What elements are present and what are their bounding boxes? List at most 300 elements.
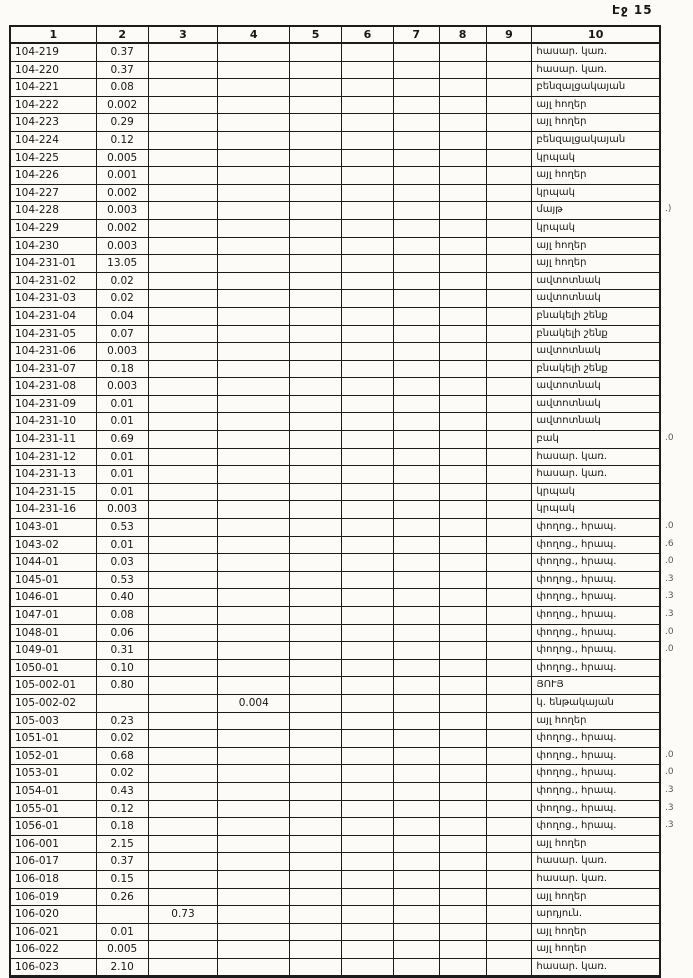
cell-value: [342, 62, 394, 80]
cell-value: [394, 730, 440, 748]
cell-value: [487, 44, 533, 62]
cell-value: [394, 906, 440, 924]
cell-value: [394, 255, 440, 273]
cell-value: [394, 660, 440, 678]
margin-mark: .3: [665, 784, 674, 795]
cell-code: 1048-01: [11, 625, 97, 643]
cell-value: 0.03: [97, 554, 149, 572]
cell-value: [218, 361, 290, 379]
cell-value: [218, 202, 290, 220]
cell-value: [290, 97, 342, 115]
cell-value: [290, 167, 342, 185]
cell-value: [342, 906, 394, 924]
cell-value: [394, 572, 440, 590]
cell-value: [290, 537, 342, 555]
cell-value: [394, 677, 440, 695]
cell-designation: ՅՈՒՅ: [532, 677, 659, 695]
cell-value: [218, 625, 290, 643]
cell-code: 104-224: [11, 132, 97, 150]
cell-value: [218, 941, 290, 959]
margin-mark: .0: [665, 521, 674, 532]
cell-value: [440, 836, 487, 854]
cell-value: [149, 484, 219, 502]
cell-value: [440, 44, 487, 62]
cell-code: 104-231-02: [11, 273, 97, 291]
cell-value: [440, 378, 487, 396]
cell-value: 13.05: [97, 255, 149, 273]
cell-value: [487, 906, 533, 924]
cell-value: 0.37: [97, 853, 149, 871]
cell-value: [487, 765, 533, 783]
cell-value: [290, 836, 342, 854]
cell-value: [97, 695, 149, 713]
cell-designation: բենզալցակայան: [532, 132, 659, 150]
cell-code: 104-231-15: [11, 484, 97, 502]
table-row: [11, 202, 672, 220]
cell-value: [149, 290, 219, 308]
table-row: [11, 748, 674, 766]
cell-value: [394, 449, 440, 467]
cell-value: [487, 818, 533, 836]
cell-value: [487, 677, 533, 695]
cell-value: [342, 836, 394, 854]
cell-value: [440, 255, 487, 273]
cell-value: 0.02: [97, 730, 149, 748]
cell-value: [487, 783, 533, 801]
table-row: [11, 238, 659, 256]
cell-value: [440, 818, 487, 836]
cell-value: [149, 959, 219, 977]
cell-value: [440, 185, 487, 203]
cell-code: 104-220: [11, 62, 97, 80]
cell-value: 0.12: [97, 132, 149, 150]
cell-value: [218, 449, 290, 467]
cell-value: [440, 413, 487, 431]
cell-designation: փողոց., հրապ.: [532, 660, 659, 678]
cell-value: [342, 501, 394, 519]
cell-value: [149, 677, 219, 695]
cell-value: [394, 413, 440, 431]
margin-mark: .3: [665, 591, 674, 602]
cell-value: [440, 554, 487, 572]
cell-value: [342, 396, 394, 414]
cell-value: [218, 484, 290, 502]
cell-value: [342, 924, 394, 942]
cell-value: [342, 607, 394, 625]
cell-value: [218, 677, 290, 695]
cell-value: [440, 150, 487, 168]
cell-value: 0.18: [97, 818, 149, 836]
cell-value: [440, 853, 487, 871]
cell-value: [440, 730, 487, 748]
margin-mark: .0: [665, 644, 674, 655]
column-header: 10: [532, 27, 659, 44]
cell-value: [487, 695, 533, 713]
table-row: [11, 343, 659, 361]
cell-value: [487, 62, 533, 80]
cell-value: [290, 132, 342, 150]
cell-value: [218, 572, 290, 590]
cell-value: [218, 889, 290, 907]
cell-value: [290, 959, 342, 977]
cell-value: [342, 889, 394, 907]
cell-value: [290, 396, 342, 414]
cell-designation: այլ հողեր: [532, 924, 659, 942]
cell-value: 0.003: [97, 202, 149, 220]
table-row: [11, 290, 659, 308]
cell-value: [342, 255, 394, 273]
cell-value: 0.001: [97, 167, 149, 185]
cell-value: [149, 748, 219, 766]
cell-value: [440, 220, 487, 238]
cell-value: 0.69: [97, 431, 149, 449]
table-header-row: [11, 27, 659, 44]
cell-value: [149, 607, 219, 625]
table-row: [11, 924, 659, 942]
cell-value: [440, 889, 487, 907]
cell-value: 0.53: [97, 519, 149, 537]
cell-value: [290, 308, 342, 326]
cell-value: [218, 537, 290, 555]
cell-value: [342, 308, 394, 326]
cell-value: [440, 79, 487, 97]
cell-value: [394, 801, 440, 819]
cell-code: 104-231-12: [11, 449, 97, 467]
cell-value: [487, 572, 533, 590]
cell-value: [149, 537, 219, 555]
cell-value: 0.04: [97, 308, 149, 326]
cell-value: [440, 783, 487, 801]
cell-value: [342, 44, 394, 62]
cell-value: [218, 431, 290, 449]
cell-designation: փողոց., հրապ.: [532, 572, 659, 590]
cell-value: [342, 625, 394, 643]
table-row: [11, 519, 674, 537]
cell-value: [290, 290, 342, 308]
cell-value: [394, 44, 440, 62]
cell-value: [149, 572, 219, 590]
cell-value: [487, 853, 533, 871]
cell-value: 0.01: [97, 537, 149, 555]
cell-value: 0.002: [97, 97, 149, 115]
cell-code: 106-023: [11, 959, 97, 977]
cell-value: [440, 396, 487, 414]
cell-value: [394, 941, 440, 959]
cell-value: [149, 589, 219, 607]
cell-value: [290, 625, 342, 643]
cell-value: [487, 871, 533, 889]
cell-value: [394, 748, 440, 766]
cell-value: [218, 413, 290, 431]
cell-code: 1046-01: [11, 589, 97, 607]
cell-code: 1055-01: [11, 801, 97, 819]
cell-designation: փողոց., հրապ.: [532, 748, 659, 766]
table-row: [11, 554, 674, 572]
cell-value: 0.73: [149, 906, 219, 924]
cell-value: [440, 326, 487, 344]
cell-value: [342, 413, 394, 431]
cell-code: 104-231-07: [11, 361, 97, 379]
cell-designation: այլ հողեր: [532, 836, 659, 854]
cell-value: 0.31: [97, 642, 149, 660]
column-header: 7: [394, 27, 440, 44]
cell-designation: բնակելի շենք: [532, 308, 659, 326]
cell-value: [149, 343, 219, 361]
cell-value: [440, 642, 487, 660]
cell-designation: այլ հողեր: [532, 255, 659, 273]
cell-value: [290, 150, 342, 168]
cell-value: [487, 238, 533, 256]
cell-value: [342, 748, 394, 766]
cell-value: [290, 431, 342, 449]
cell-code: 106-019: [11, 889, 97, 907]
cell-value: [218, 79, 290, 97]
cell-value: [149, 396, 219, 414]
cell-value: [149, 818, 219, 836]
cell-value: [487, 449, 533, 467]
table-row: [11, 889, 659, 907]
cell-value: [149, 238, 219, 256]
cell-value: [149, 660, 219, 678]
cell-value: [218, 378, 290, 396]
table-row: [11, 378, 659, 396]
cell-code: 106-021: [11, 924, 97, 942]
column-header: 9: [487, 27, 533, 44]
cell-value: [290, 202, 342, 220]
margin-mark: .3: [665, 573, 674, 584]
cell-code: 104-229: [11, 220, 97, 238]
cell-value: [218, 44, 290, 62]
cell-value: [149, 220, 219, 238]
cell-value: [440, 941, 487, 959]
cell-code: 104-226: [11, 167, 97, 185]
cell-code: 1052-01: [11, 748, 97, 766]
cell-value: [487, 361, 533, 379]
cell-value: [394, 642, 440, 660]
cell-value: [149, 132, 219, 150]
cell-value: [394, 326, 440, 344]
cell-value: [342, 97, 394, 115]
cell-value: [290, 326, 342, 344]
cell-value: 0.18: [97, 361, 149, 379]
cell-value: [290, 44, 342, 62]
cell-value: [290, 765, 342, 783]
records-table: [9, 25, 674, 978]
cell-value: [394, 607, 440, 625]
cell-value: [218, 132, 290, 150]
table-row: [11, 185, 659, 203]
cell-value: [394, 79, 440, 97]
cell-value: [440, 501, 487, 519]
cell-designation: մայթ: [532, 202, 659, 220]
cell-value: [218, 554, 290, 572]
cell-value: [149, 185, 219, 203]
cell-value: [342, 238, 394, 256]
cell-value: 0.37: [97, 44, 149, 62]
cell-value: [290, 255, 342, 273]
cell-value: [149, 378, 219, 396]
cell-value: [342, 853, 394, 871]
cell-value: 0.12: [97, 801, 149, 819]
cell-value: [394, 220, 440, 238]
table-row: [11, 220, 659, 238]
cell-value: [149, 695, 219, 713]
cell-value: [149, 836, 219, 854]
cell-value: [487, 308, 533, 326]
cell-value: [342, 361, 394, 379]
cell-value: [149, 62, 219, 80]
cell-value: 0.29: [97, 114, 149, 132]
cell-value: [440, 801, 487, 819]
cell-value: [394, 589, 440, 607]
cell-value: [487, 114, 533, 132]
cell-designation: հասար. կառ.: [532, 449, 659, 467]
cell-value: [394, 713, 440, 731]
cell-value: [440, 677, 487, 695]
table-row: [11, 413, 659, 431]
cell-value: [394, 853, 440, 871]
cell-value: [394, 132, 440, 150]
cell-value: 0.01: [97, 466, 149, 484]
cell-value: [394, 537, 440, 555]
cell-code: 104-231-03: [11, 290, 97, 308]
cell-value: 0.06: [97, 625, 149, 643]
cell-value: 0.07: [97, 326, 149, 344]
cell-value: [290, 871, 342, 889]
cell-value: [440, 466, 487, 484]
cell-designation: փողոց., հրապ.: [532, 783, 659, 801]
cell-value: 0.003: [97, 238, 149, 256]
table-row: [11, 431, 674, 449]
cell-value: [342, 713, 394, 731]
table-row: [11, 150, 659, 168]
table-row: [11, 906, 659, 924]
cell-value: [394, 783, 440, 801]
cell-value: [149, 202, 219, 220]
cell-value: [394, 818, 440, 836]
cell-value: [149, 642, 219, 660]
cell-code: 1047-01: [11, 607, 97, 625]
cell-value: [149, 150, 219, 168]
cell-value: [440, 625, 487, 643]
cell-value: [440, 607, 487, 625]
cell-value: [487, 255, 533, 273]
cell-value: [440, 924, 487, 942]
cell-value: [290, 660, 342, 678]
cell-value: [218, 308, 290, 326]
cell-value: [440, 713, 487, 731]
cell-value: [218, 765, 290, 783]
cell-value: [149, 326, 219, 344]
cell-value: [290, 273, 342, 291]
cell-designation: այլ հողեր: [532, 167, 659, 185]
column-header: 5: [290, 27, 342, 44]
cell-value: [149, 765, 219, 783]
table-row: [11, 501, 659, 519]
cell-value: [218, 730, 290, 748]
cell-value: [342, 941, 394, 959]
cell-value: [394, 554, 440, 572]
cell-designation: բնակելի շենք: [532, 326, 659, 344]
cell-value: 0.40: [97, 589, 149, 607]
cell-value: [487, 396, 533, 414]
cell-value: [149, 889, 219, 907]
cell-code: 104-227: [11, 185, 97, 203]
cell-value: [394, 202, 440, 220]
cell-value: [290, 185, 342, 203]
margin-mark: .3: [665, 802, 674, 813]
cell-value: [440, 765, 487, 783]
cell-designation: հասար. կառ.: [532, 44, 659, 62]
cell-designation: այլ հողեր: [532, 238, 659, 256]
cell-value: [440, 273, 487, 291]
table-row: [11, 273, 659, 291]
cell-value: [487, 79, 533, 97]
cell-value: [440, 132, 487, 150]
cell-value: [218, 273, 290, 291]
cell-value: [342, 484, 394, 502]
cell-code: 104-231-11: [11, 431, 97, 449]
cell-value: [342, 589, 394, 607]
cell-value: [342, 818, 394, 836]
cell-value: [290, 484, 342, 502]
cell-value: [342, 449, 394, 467]
cell-designation: հասար. կառ.: [532, 62, 659, 80]
cell-code: 106-017: [11, 853, 97, 871]
cell-value: [290, 466, 342, 484]
cell-code: 104-221: [11, 79, 97, 97]
cell-designation: բնակելի շենք: [532, 361, 659, 379]
cell-value: [290, 519, 342, 537]
cell-value: [342, 572, 394, 590]
cell-designation: այլ հողեր: [532, 889, 659, 907]
table-row: [11, 79, 659, 97]
cell-value: [290, 554, 342, 572]
cell-value: [290, 378, 342, 396]
cell-value: [149, 413, 219, 431]
cell-value: 0.01: [97, 396, 149, 414]
cell-code: 1044-01: [11, 554, 97, 572]
cell-value: [218, 114, 290, 132]
cell-value: [290, 62, 342, 80]
cell-designation: արդյուն.: [532, 906, 659, 924]
cell-value: [487, 132, 533, 150]
table-row: [11, 114, 659, 132]
cell-value: [218, 97, 290, 115]
cell-code: 105-002-01: [11, 677, 97, 695]
cell-designation: այլ հողեր: [532, 941, 659, 959]
cell-value: 0.003: [97, 343, 149, 361]
cell-value: [342, 466, 394, 484]
cell-designation: կրպակ: [532, 185, 659, 203]
cell-value: [218, 818, 290, 836]
cell-value: [440, 202, 487, 220]
cell-value: [218, 255, 290, 273]
cell-value: [394, 924, 440, 942]
cell-designation: հասար. կառ.: [532, 959, 659, 977]
cell-value: [487, 413, 533, 431]
cell-value: [149, 273, 219, 291]
cell-value: [290, 642, 342, 660]
cell-value: [290, 730, 342, 748]
cell-code: 105-002-02: [11, 695, 97, 713]
cell-code: 104-225: [11, 150, 97, 168]
cell-designation: կրպակ: [532, 220, 659, 238]
cell-designation: բենզալցակայան: [532, 79, 659, 97]
cell-value: 0.01: [97, 924, 149, 942]
cell-value: [342, 554, 394, 572]
cell-code: 104-222: [11, 97, 97, 115]
